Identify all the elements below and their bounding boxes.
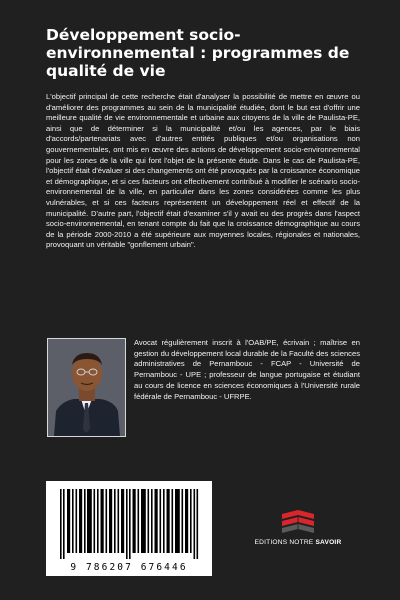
publisher-logo: [252, 506, 344, 556]
books-stack-icon: [252, 506, 344, 538]
publisher-name: [252, 539, 344, 546]
isbn-barcode: [46, 481, 212, 576]
book-title: Développement socio-environnemental : programmes de qualité de vie: [46, 26, 350, 80]
isbn-digits: 9 786207 676446: [70, 562, 188, 573]
author-portrait-image: [48, 339, 125, 436]
author-photo: [47, 338, 126, 437]
book-abstract: L'objectif principal de cette recherche était d'analyser la possibilité de mettre en œuvre ou d'améliorer des programmes au sein de la municipalité étudiée, dont le but est d'offrir une meilleure qualité de vie environnementale et urbaine aux citoyens de la ville de Paulista-PE, ainsi que de déterminer si la municipalité et/ou les agences, par le biais d'accords/partenariats avec d'autres entités publiques et/ou organisations non gouvernementales, ont mis en œuvre des actions de développement socio-environnemental pour les zones de la ville qui font l'objet de la présente étude. Dans le cas de Paulista-PE, l'objectif était d'évaluer si des changements ont été provoqués par la croissance économique et démographique, et si ces facteurs ont effectivement contribué à modifier le scénario socio-environnemental de la ville, en particulier dans les zones considérées comme les plus vulnérables, et si ces facteurs représentent un développement réel et effectif de la municipalité. D'autre part, l'objectif était d'examiner s'il y avait eu des progrès dans l'aspect socio-environnemental, en tenant compte du fait que la croissance démographique au cours de la période 2000-2010 a été supérieure aux moyennes locales, régionales et nationales, provoquant un véritable "gonflement urbain".: [46, 92, 360, 250]
barcode-bars: [54, 489, 204, 559]
author-bio: Avocat régulièrement inscrit à l'OAB/PE, écrivain ; maîtrise en gestion du développement local durable de la Faculté des sciences administratives de Pernambouc - FCAP - Université de Pernambouc - UPE ; professeur de langue portugaise et étudiant au cours de licence en sciences économiques à l'Université rurale fédérale de Pernambouc - UFRPE.: [134, 338, 360, 401]
publisher-name-bold: SAVOIR: [315, 539, 342, 546]
publisher-name-regular: EDITIONS NOTRE: [254, 539, 316, 546]
